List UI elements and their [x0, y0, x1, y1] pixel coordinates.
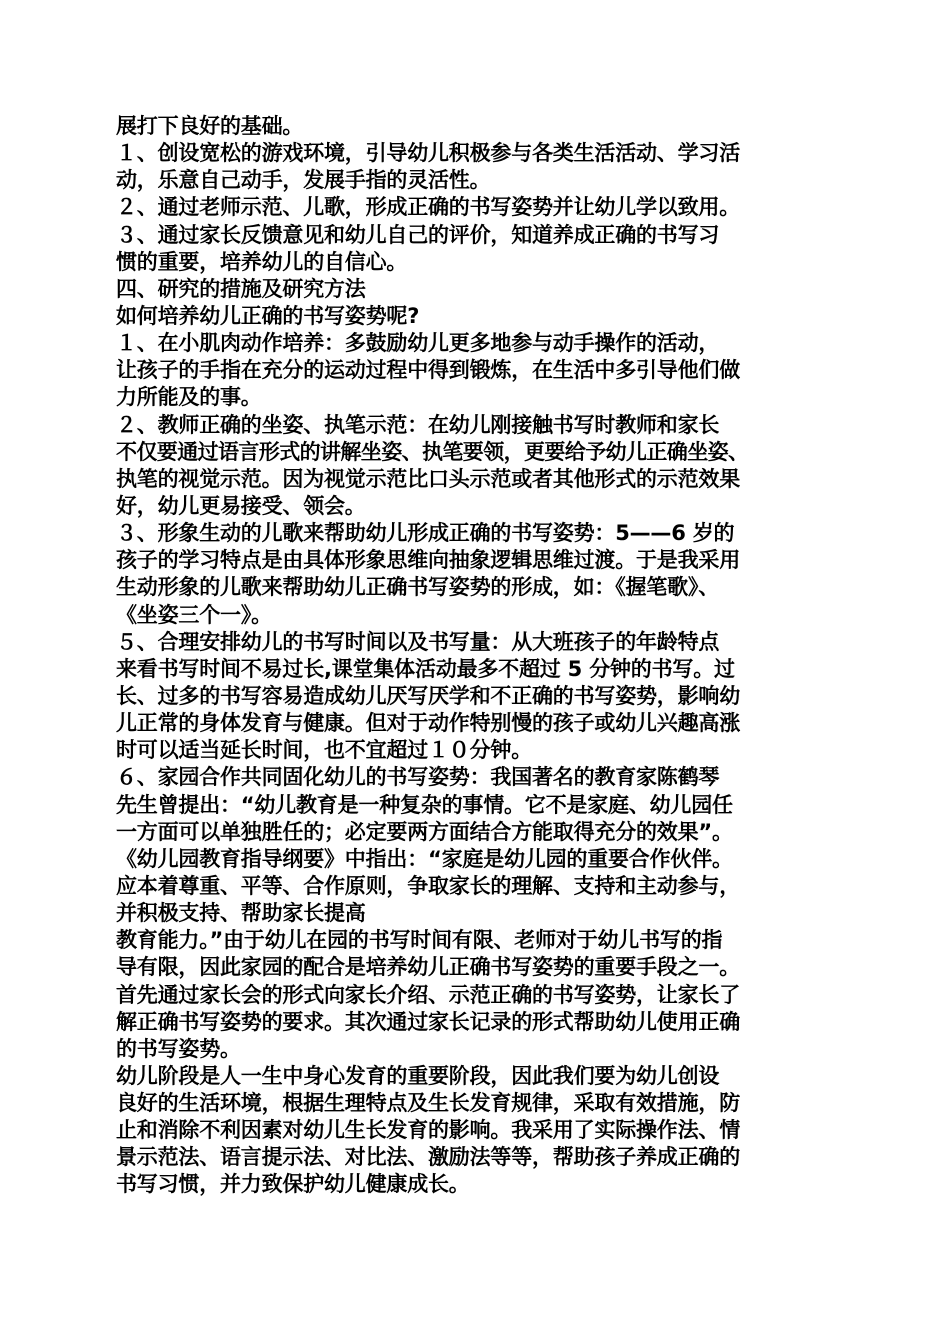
text-line: 幼儿阶段是人一生中身心发育的重要阶段，因此我们要为幼儿创设	[116, 1063, 720, 1088]
text-line: ６、家园合作共同固化幼儿的书写姿势：我国著名的教育家陈鹤琴	[116, 765, 720, 790]
text-line: 书写习惯，并力致保护幼儿健康成长。	[116, 1172, 470, 1197]
text-line: 解正确书写姿势的要求。其次通过家长记录的形式帮助幼儿使用正确	[116, 1009, 740, 1034]
text-line: 《坐姿三个一》。	[116, 602, 272, 627]
text-line: 不仅要通过语言形式的讲解坐姿、执笔要领，更要给予幼儿正确坐姿、	[116, 439, 749, 464]
text-line: 止和消除不利因素对幼儿生长发育的影响。我采用了实际操作法、情	[116, 1118, 740, 1143]
text-line: 教育能力。”由于幼儿在园的书写时间有限、老师对于幼儿书写的指	[116, 928, 723, 953]
text-line: 良好的生活环境，根据生理特点及生长发育规律，采取有效措施，防	[116, 1091, 740, 1116]
text-line: 生动形象的儿歌来帮助幼儿正确书写姿势的形成，如：《握笔歌》、	[116, 575, 719, 600]
text-line: 时可以适当延长时间，也不宜超过１０分钟。	[116, 738, 532, 763]
text-line: 先生曾提出：“幼儿教育是一种复杂的事情。它不是家庭、幼儿园任	[116, 792, 733, 817]
text-line: １、创设宽松的游戏环境，引导幼儿积极参与各类生活活动、学习活	[116, 141, 740, 166]
document-body	[116, 113, 842, 1199]
text-line: 并积极支持、帮助家长提高	[116, 901, 366, 926]
text-line: ５、合理安排幼儿的书写时间以及书写量：从大班孩子的年龄特点	[116, 629, 720, 654]
text-line: 力所能及的事。	[116, 385, 262, 410]
text-line: ２、教师正确的坐姿、执笔示范：在幼儿刚接触书写时教师和家长	[116, 412, 720, 437]
section-heading: 四、研究的措施及研究方法	[116, 276, 366, 301]
text-line: 导有限，因此家园的配合是培养幼儿正确书写姿势的重要手段之一。	[116, 955, 740, 980]
text-line: 动，乐意自己动手，发展手指的灵活性。	[116, 168, 491, 193]
text-line: 首先通过家长会的形式向家长介绍、示范正确的书写姿势，让家长了	[116, 982, 740, 1007]
text-line: ３、通过家长反馈意见和幼儿自己的评价，知道养成正确的书写习	[116, 222, 720, 247]
text-line: 孩子的学习特点是由具体形象思维向抽象逻辑思维过渡。于是我采用	[116, 548, 740, 573]
text-line: 应本着尊重、平等、合作原则，争取家长的理解、支持和主动参与，	[116, 873, 740, 898]
text-line: 《幼儿园教育指导纲要》中指出：“家庭是幼儿园的重要合作伙伴。	[116, 846, 733, 871]
text-line: 展打下良好的基础。	[116, 114, 304, 138]
text-line: 一方面可以单独胜任的；必定要两方面结合方能取得充分的效果”。	[116, 819, 733, 844]
text-line: 执笔的视觉示范。因为视觉示范比口头示范或者其他形式的示范效果	[116, 466, 740, 491]
text-line: 来看书写时间不易过长,课堂集体活动最多不超过 5 分钟的书写。过	[116, 656, 735, 681]
text-line: ２、通过老师示范、儿歌，形成正确的书写姿势并让幼儿学以致用。	[116, 195, 740, 220]
text-line: 景示范法、语言提示法、对比法、激励法等等，帮助孩子养成正确的	[116, 1145, 740, 1170]
text-line: 儿正常的身体发育与健康。但对于动作特别慢的孩子或幼儿兴趣高涨	[116, 711, 740, 736]
text-line: １、在小肌肉动作培养：多鼓励幼儿更多地参与动手操作的活动，	[116, 331, 720, 356]
text-line: 如何培养幼儿正确的书写姿势呢?	[116, 303, 420, 328]
text-line: ３、形象生动的儿歌来帮助幼儿形成正确的书写姿势：5——6 岁的	[116, 521, 735, 546]
text-line: 好，幼儿更易接受、领会。	[116, 493, 366, 518]
text-line: 惯的重要，培养幼儿的自信心。	[116, 249, 408, 274]
text-line: 让孩子的手指在充分的运动过程中得到锻炼，在生活中多引导他们做	[116, 358, 740, 383]
text-line: 长、过多的书写容易造成幼儿厌写厌学和不正确的书写姿势，影响幼	[116, 683, 740, 708]
text-line: 的书写姿势。	[116, 1036, 241, 1061]
